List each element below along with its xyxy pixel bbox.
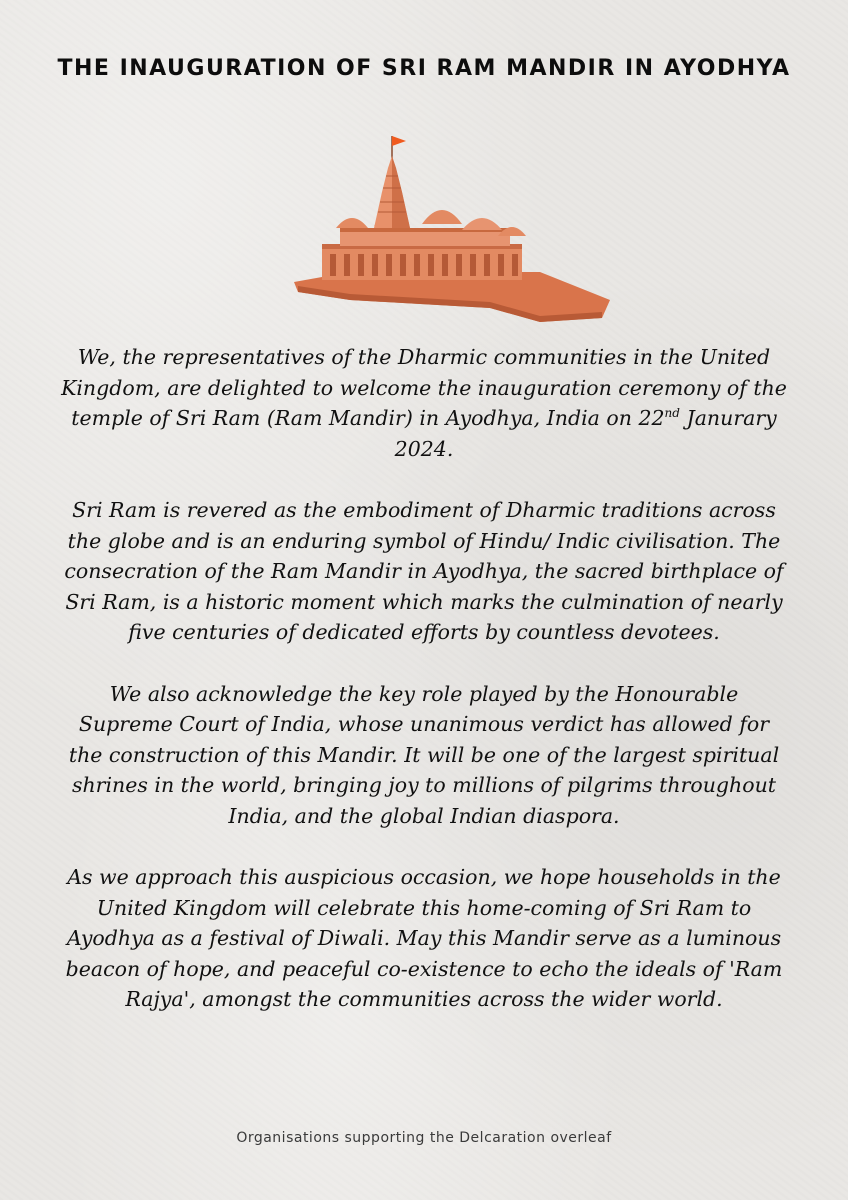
paragraph-1-date: Janurary 2024. xyxy=(394,406,777,461)
paragraph-3: We also acknowledge the key role played by the Honourable Supreme Court of India, whose unanimous verdict has allowed for the construction of this Mandir. It will be one of the largest spiritual shrines in the world, bringing joy to millions of pilgrims throughout India, and the global Indian diaspora. xyxy=(68,681,780,828)
ordinal-suffix: nd xyxy=(664,406,680,421)
footer-note: Organisations supporting the Delcaration overleaf xyxy=(236,1130,612,1146)
paragraph-4: As we approach this auspicious occasion, we hope households in the United Kingdom will celebrate this home-coming of Sri Ram to Ayodhya as a festival of Diwali. May this Mandir serve as a luminous beacon of hope, and peaceful co-existence to echo the ideals of 'Ram Rajya', amongst the communities across the wider world. xyxy=(65,865,783,1011)
declaration-body xyxy=(60,342,788,1046)
paragraph-1 xyxy=(60,342,788,464)
paragraph-2: Sri Ram is revered as the embodiment of Dharmic traditions across the globe and is an enduring symbol of Hindu/ Indic civilisation. The consecration of the Ram Mandir in Ayodhya, the sacred birthplace of Sri Ram, is a historic moment which marks the culmination of nearly five centuries of dedicated efforts by countless devotees. xyxy=(64,498,784,644)
paragraph-1-text: We, the representatives of the Dharmic communities in the United Kingdom, are delighted to welcome the inauguration ceremony of the temple of Sri Ram (Ram Mandir) in Ayodhya, India on 22 xyxy=(61,345,787,430)
page-title: THE INAUGURATION OF SRI RAM MANDIR IN AYODHYA xyxy=(57,56,791,81)
temple-illustration xyxy=(290,132,614,324)
